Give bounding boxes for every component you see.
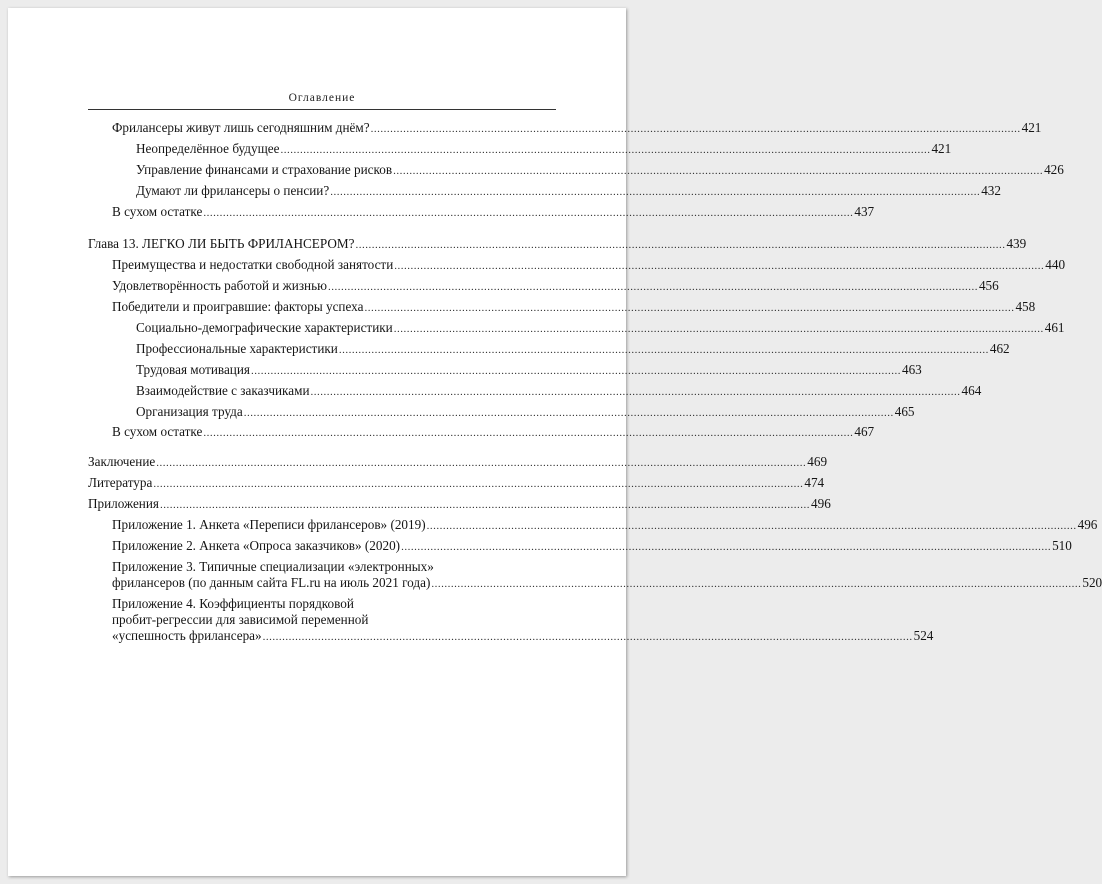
toc-entry-title: Взаимодействие с заказчиками — [136, 382, 310, 398]
toc-entry-title: В сухом остатке — [112, 203, 203, 219]
toc-leader-dots: ........................................................................................................................................................................................................ — [250, 364, 901, 377]
toc-entry[interactable] — [88, 424, 875, 440]
toc-entry-page: 520 — [1082, 574, 1102, 590]
toc-leader-dots: ........................................................................................................................................................................................................ — [393, 164, 1044, 177]
toc-entry-page: 465 — [894, 403, 915, 419]
toc-entry[interactable] — [88, 203, 875, 220]
toc-entry-title-line: фрилансеров (по данным сайта FL.ru на июль 2021 года) — [112, 574, 431, 590]
section-gap — [88, 445, 556, 454]
toc-entry-title-line: «успешность фрилансера» — [112, 627, 262, 643]
toc-entry-page: 432 — [981, 182, 1001, 198]
toc-entry-page: 421 — [1021, 120, 1042, 135]
section-gap — [88, 224, 556, 236]
toc-entry-title: Литература — [88, 475, 153, 491]
toc-entry-page: 496 — [811, 496, 831, 512]
toc-leader-dots: ........................................................................................................................................................................................................ — [327, 281, 978, 294]
toc-leader-dots: ........................................................................................................................................................................................................ — [156, 457, 807, 470]
toc-entry-title-line: Приложение 4. Коэффициенты порядковой — [112, 595, 354, 611]
toc-chapter-entry[interactable] — [88, 236, 1027, 252]
toc-leader-dots: ........................................................................................................................................................................................................ — [203, 206, 854, 219]
running-header: Оглавление — [288, 92, 356, 104]
book-page — [8, 8, 1102, 876]
toc-entry[interactable] — [88, 278, 999, 294]
toc-entry[interactable] — [88, 382, 982, 399]
toc-entry-page: 474 — [804, 475, 825, 491]
toc-entry-title: Приложение 1. Анкета «Переписи фрилансеров» (2019) — [112, 517, 426, 533]
toc-entry-title: Управление финансами и страхование рисков — [136, 161, 393, 177]
toc-entry[interactable] — [88, 161, 1064, 178]
toc-entry-title: Приложения — [88, 496, 159, 512]
header-rule — [88, 109, 556, 110]
toc-leader-dots: ........................................................................................................................................................................................................ — [243, 406, 894, 419]
toc-leader-dots: ........................................................................................................................................................................................................ — [370, 123, 1021, 135]
toc-leader-dots: ........................................................................................................................................................................................................ — [355, 239, 1006, 252]
toc-entry-title: Победители и проигравшие: факторы успеха — [112, 299, 364, 315]
toc-entry-title: Профессиональные характеристики — [136, 340, 338, 356]
toc-entry[interactable] — [88, 340, 1010, 357]
toc-entry-title-line: Приложение 3. Типичные специализации «электронных» — [112, 558, 434, 574]
toc-entry-title: Приложение 2. Анкета «Опроса заказчиков» (2020) — [112, 537, 401, 553]
toc-entry-title: Фрилансеры живут лишь сегодняшним днём? — [112, 120, 370, 135]
toc-leader-dots: ........................................................................................................................................................................................................ — [431, 577, 1082, 590]
toc-leader-dots: ........................................................................................................................................................................................................ — [364, 302, 1015, 315]
toc-entry-page: 462 — [989, 340, 1010, 356]
toc-leader-dots: ........................................................................................................................................................................................................ — [310, 385, 961, 398]
toc-entry[interactable] — [88, 403, 915, 420]
toc-entry-title: Организация труда — [136, 403, 243, 419]
toc-entry-page: 439 — [1006, 236, 1027, 252]
toc-leader-dots: ........................................................................................................................................................................................................ — [338, 343, 989, 356]
toc-leader-dots: ........................................................................................................................................................................................................ — [262, 630, 913, 643]
toc-entry-page: 469 — [807, 454, 828, 470]
toc-chapter-entry[interactable] — [88, 496, 831, 512]
toc-entry-page: 458 — [1015, 299, 1036, 315]
toc-entry-title: В сухом остатке — [112, 424, 203, 440]
toc-entry[interactable] — [88, 120, 1042, 136]
toc-entry[interactable] — [88, 257, 1066, 273]
toc-entry[interactable] — [88, 537, 1072, 554]
toc-chapter-entry[interactable] — [88, 454, 828, 470]
toc-entry-page: 463 — [901, 361, 922, 377]
toc-leader-dots: ........................................................................................................................................................................................................ — [153, 478, 804, 491]
toc-entry[interactable] — [88, 361, 922, 378]
toc-entry[interactable] — [88, 140, 952, 157]
toc-entry-title: Трудовая мотивация — [136, 361, 250, 377]
toc-leader-dots: ........................................................................................................................................................................................................ — [401, 540, 1052, 553]
toc-leader-dots: ........................................................................................................................................................................................................ — [203, 427, 854, 440]
toc-entry-page: 456 — [978, 278, 999, 294]
toc-entry-page: 467 — [854, 424, 875, 440]
toc-leader-dots: ........................................................................................................................................................................................................ — [280, 143, 931, 156]
toc-entry[interactable] — [88, 558, 1102, 591]
toc-chapter-entry[interactable] — [88, 475, 825, 491]
toc-entry[interactable] — [88, 517, 1098, 533]
toc-entry-page: 426 — [1044, 161, 1064, 177]
toc-entry-title: Думают ли фрилансеры о пенсии? — [136, 182, 330, 198]
toc-entry-title-line: пробит-регрессии для зависимой переменной — [112, 611, 369, 627]
toc-entry[interactable] — [88, 595, 934, 644]
toc-entry-title: Социально-демографические характеристики — [136, 320, 393, 336]
toc-entry-title: Неопределённое будущее — [136, 140, 280, 156]
toc-leader-dots: ........................................................................................................................................................................................................ — [426, 520, 1077, 533]
toc-entry-title: Заключение — [88, 454, 156, 470]
toc-entry-title: Глава 13. ЛЕГКО ЛИ БЫТЬ ФРИЛАНСЕРОМ? — [88, 236, 355, 252]
toc-entry-title: Удовлетворённость работой и жизнью — [112, 278, 327, 294]
toc-entry-page: 461 — [1044, 320, 1065, 336]
toc-entry-page: 524 — [913, 627, 934, 643]
toc-entry-page: 496 — [1077, 517, 1098, 533]
toc-leader-dots: ........................................................................................................................................................................................................ — [330, 185, 981, 198]
toc-entry-page: 464 — [961, 382, 982, 398]
toc-entry-title: Преимущества и недостатки свободной занятости — [112, 257, 394, 273]
toc-leader-dots: ........................................................................................................................................................................................................ — [394, 260, 1045, 273]
toc-entry-page: 421 — [931, 140, 952, 156]
toc-entry[interactable] — [88, 182, 1001, 199]
toc-entry-page: 440 — [1045, 257, 1066, 273]
table-of-contents — [88, 120, 1102, 649]
toc-leader-dots: ........................................................................................................................................................................................................ — [393, 323, 1044, 336]
toc-entry[interactable] — [88, 320, 1065, 336]
toc-entry-page: 510 — [1052, 537, 1072, 553]
toc-entry-page: 437 — [854, 203, 875, 219]
toc-leader-dots: ........................................................................................................................................................................................................ — [160, 499, 810, 512]
toc-entry[interactable] — [88, 299, 1036, 315]
